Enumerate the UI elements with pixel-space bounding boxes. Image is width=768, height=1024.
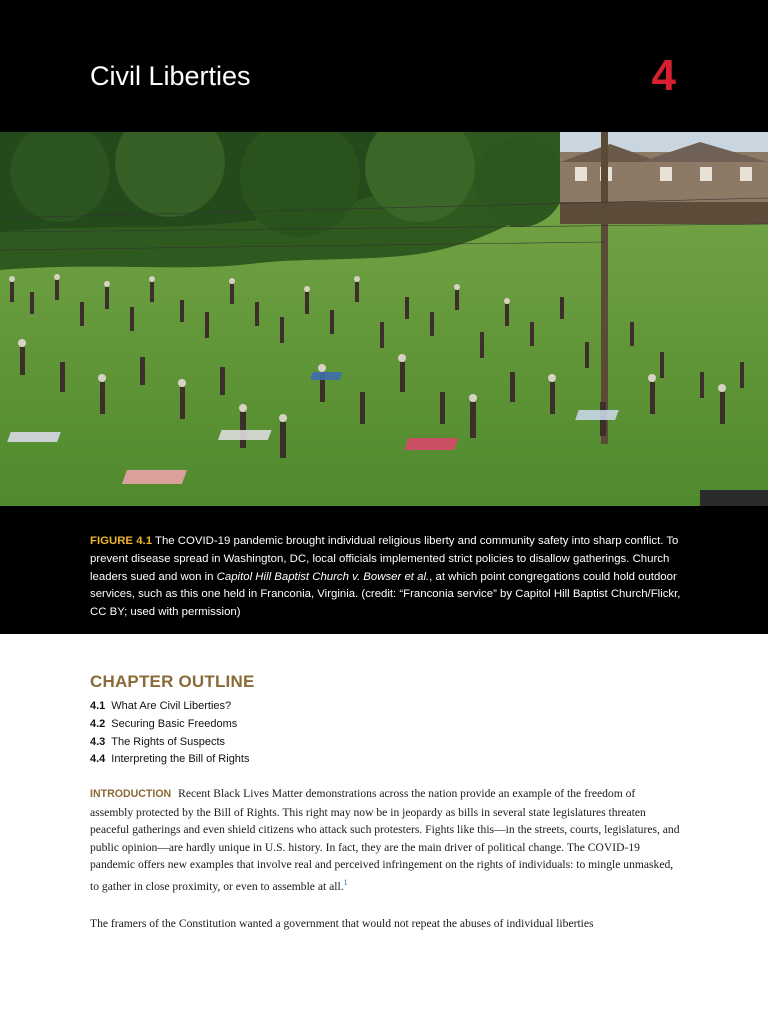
body-paragraph: The framers of the Constitution wanted a government that would not repeat the abuses of individual liberties xyxy=(90,917,594,930)
outline-item-number: 4.1 xyxy=(90,700,106,712)
figure-caption-band xyxy=(0,506,768,634)
chapter-number: 4 xyxy=(651,51,676,100)
outline-item-number: 4.4 xyxy=(90,753,106,766)
photo-illustration xyxy=(0,132,768,506)
outline-item-number: 4.3 xyxy=(90,735,106,748)
outline-item[interactable] xyxy=(90,751,249,769)
introduction-text: Recent Black Lives Matter demonstrations across the nation provide an example of the freedom of assembly protected by the Bill of Rights. This right may now be in jeopardy as bills in several state legislatures threaten peaceful gatherings and even shield citizens who attack such protesters. Fights like this—in the streets, courts, legislatures, and public opinion—are hardly unique in U.S. history. In fact, they are the main driver of political change. The COVID-19 pandemic offers new examples that involve real and perceived infringement on the rights of individuals: to mingle unmasked, to gather in close proximity, or even to assemble at all. xyxy=(90,787,680,893)
outline-item-label: Interpreting the Bill of Rights xyxy=(111,753,250,766)
outline-item[interactable] xyxy=(90,734,249,752)
introduction-paragraph xyxy=(90,785,680,895)
outline-item-label: Securing Basic Freedoms xyxy=(111,717,238,730)
chapter-outline-list xyxy=(90,698,249,769)
outline-item[interactable] xyxy=(90,698,249,716)
footnote-link[interactable]: 1 xyxy=(343,877,348,887)
outline-item-label: The Rights of Suspects xyxy=(111,735,226,748)
introduction-label: INTRODUCTION xyxy=(90,788,172,800)
caption-text-part1: The COVID-19 pandemic brought individual religious liberty and community safety into sharp conflict. To prevent disease spread in Washington, DC, local officials implemented strict policies to disallow gatherings. Church leaders sued and won in xyxy=(90,535,679,583)
outline-item-number: 4.2 xyxy=(90,717,106,730)
caption-text-part2: , at which point congregations could hold outdoor services, such as this one held in Franconia, Virginia. (credit: “Franconia service” by Capitol Hill Baptist Church/Flickr, CC BY; used with permission) xyxy=(90,570,681,618)
outline-item[interactable] xyxy=(90,716,249,734)
outline-item-label: What Are Civil Liberties? xyxy=(111,700,232,712)
figure-caption xyxy=(90,533,690,621)
chapter-outline-heading: CHAPTER OUTLINE xyxy=(90,672,255,691)
chapter-title: Civil Liberties xyxy=(90,61,251,91)
figure-photo-outdoor-service xyxy=(0,132,768,506)
figure-label: FIGURE 4.1 xyxy=(90,535,153,548)
chapter-header xyxy=(0,0,768,132)
caption-case-name: Capitol Hill Baptist Church v. Bowser et al. xyxy=(216,570,430,583)
